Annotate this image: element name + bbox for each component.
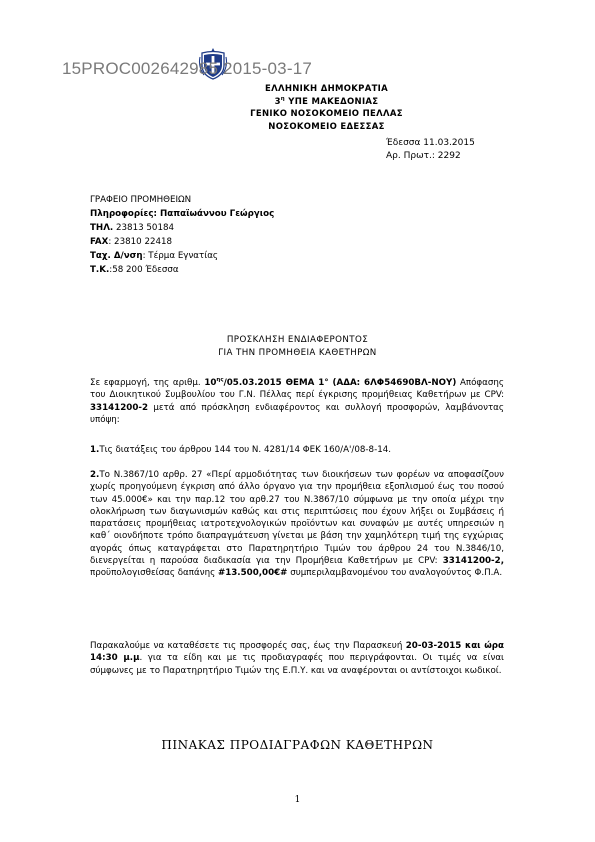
- office-address: Ταχ. Δ/νση: Τέρμα Εγνατίας: [90, 251, 219, 261]
- protocol-watermark: 15PROC002642985 2015-03-17: [62, 59, 312, 78]
- header-line-1: ΕΛΛΗΝΙΚΗ ΔΗΜΟΚΡΑΤΙΑ: [264, 84, 389, 94]
- item-2: 2.Το Ν.3867/10 αρθρ. 27 «Περί αρμοδιότητας των διοικήσεων των φορέων να αποφασίζουν χωρίς προηγούμενη έγκριση από άλλο όργανο για την προμήθεια εξοπλισμού έως του ποσού των 45.000€» και την παρ.12 του αρθ.27 του Ν.3867/10 σύμφωνα με την οποία μέχρι την ολοκλήρωση των διαγωνισμών καθώς και στις περιπτώσεις που έχουν λήξει οι Συμβάσεις ή παρατάσεις προμήθειας ιατροτεχνολογικών προϊόντων και συναφών με αυτές υπηρεσιών η καθ΄ οιονδήποτε τρόπο διαπραγμάτευση γίνεται με βάση την χαμηλότερη τιμή της εγχώριας αγοράς όπως καταγράφεται στο Παρατηρητήριο Τιμών του άρθρου 24 του Ν.3846/10, διενεργείται η παρούσα διαδικασία για την Προμήθεια Καθετήρων με CPV: 33141200-2, προϋπολογισθείσας δαπάνης #13.500,00€# συμπεριλαμβανομένου του αναλογούντος Φ.Π.Α.: [90, 470, 504, 579]
- page-number: 1: [294, 795, 301, 805]
- place-date: Έδεσσα 11.03.2015: [386, 138, 475, 148]
- document-title: [0, 334, 595, 360]
- header-line-4: ΝΟΣΟΚΟΜΕΙΟ ΕΔΕΣΣΑΣ: [268, 121, 385, 132]
- intro-paragraph: Σε εφαρμογή, της αριθμ. $10^{\eta\varsigma}/05.03.2015$ ΘΕΜΑ 1° (ΑΔΑ: 6ΛΦ54690ΒΛ-ΝΟΥ) Απόφασης του Διοικητικού Συμβουλίου του Γ.Ν. Πέλλας περί έγκρισης προμήθειας Καθετήρων με CPV: 33141200-2 μετά από πρόσκληση ενδιαφέροντος και συλλογή προσφορών, λαμβάνοντας υπόψη:: [90, 377, 504, 425]
- protocol-number: Αρ. Πρωτ.: 2292: [386, 151, 461, 161]
- title-line-1: ΠΡΟΣΚΛΗΣΗ ΕΝΔΙΑΦΕΡΟΝΤΟΣ: [226, 335, 369, 345]
- title-line-2: ΓΙΑ ΤΗΝ ΠΡΟΜΗΘΕΙΑ ΚΑΘΕΤΗΡΩΝ: [218, 348, 377, 358]
- office-fax: FAX: 23810 22418: [90, 237, 173, 247]
- specs-table-title: ΠΙΝΑΚΑΣ ΠΡΟΔΙΑΓΡΑΦΩΝ ΚΑΘΕΤΗΡΩΝ: [161, 738, 434, 752]
- item-1: 1.Τις διατάξεις του άρθρου 144 του Ν. 4281/14 ΦΕΚ 160/Α'/08-8-14.: [90, 445, 392, 455]
- office-tel: ΤΗΛ. 23813 50184: [90, 223, 175, 233]
- header-line-3: ΓΕΝΙΚΟ ΝΟΣΟΚΟΜΕΙΟ ΠΕΛΛΑΣ: [250, 109, 403, 119]
- office-info: Πληροφορίες: Παπαϊωάννου Γεώργιος: [90, 209, 275, 219]
- office-name: ΓΡΑΦΕΙΟ ΠΡΟΜΗΘΕΙΩΝ: [90, 195, 192, 205]
- letterhead: [0, 83, 595, 133]
- office-postcode: Τ.Κ.:58 200 Έδεσσα: [90, 265, 179, 275]
- header-line-2: $3^\eta$ ΥΠΕ ΜΑΚΕΔΟΝΙΑΣ: [274, 95, 379, 107]
- date-block: [386, 137, 475, 163]
- office-contact-block: [90, 193, 274, 277]
- closing-paragraph: Παρακαλούμε να καταθέσετε τις προσφορές σας, έως την Παρασκευή 20-03-2015 και ώρα 14:30 μ.μ. για τα είδη και με τις προδιαγραφές που περιγράφονται. Οι τιμές να είναι σύμφωνες με το Παρατηρητήριο Τιμών της Ε.Π.Υ. και να αναφέρονται οι αντίστοιχοι κωδικοί.: [90, 641, 504, 676]
